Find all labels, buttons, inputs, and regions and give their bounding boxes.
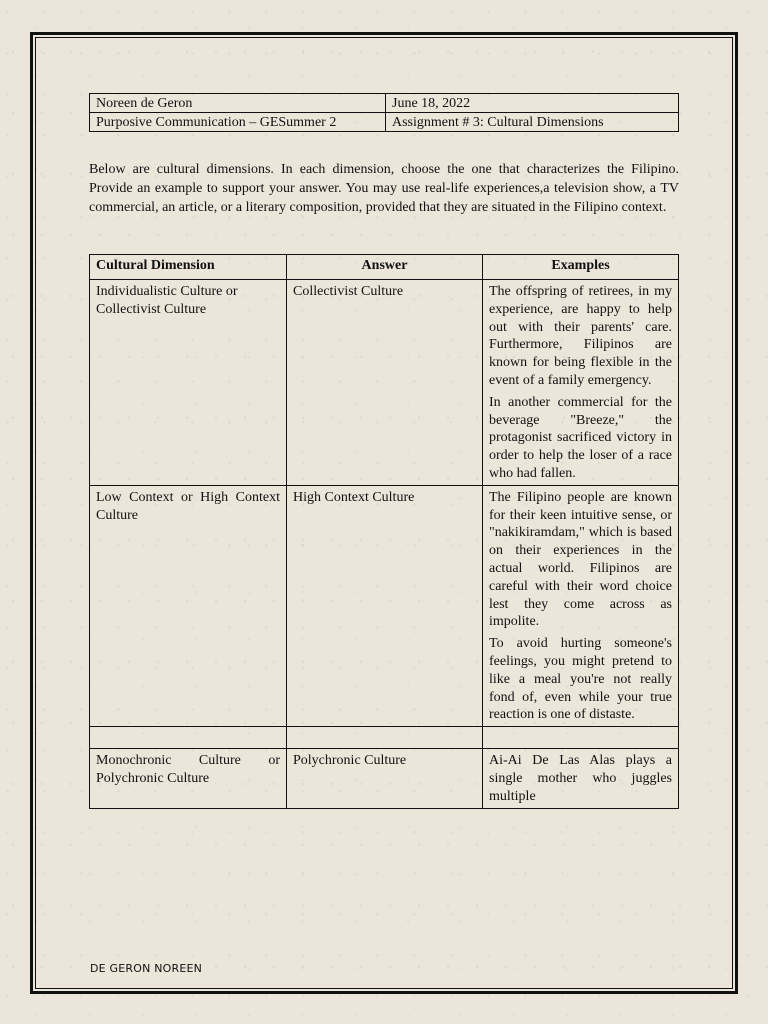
- examples-cell: [483, 727, 679, 749]
- column-header-answer: Answer: [287, 255, 483, 280]
- dimension-cell: Individualistic Culture or Collectivist Culture: [90, 280, 287, 486]
- examples-cell: [483, 280, 679, 486]
- dimension-cell: Monochronic Culture or Polychronic Culture: [90, 749, 287, 808]
- column-header-examples: Examples: [483, 255, 679, 280]
- table-row-empty: [90, 727, 679, 749]
- course-name: Purposive Communication – GESummer 2: [90, 113, 386, 132]
- examples-cell: [483, 485, 679, 726]
- example-paragraph: To avoid hurting someone's feelings, you might pretend to like a meal you're not really fond of, even while your true reaction is one of distaste.: [489, 636, 672, 723]
- student-name: Noreen de Geron: [90, 94, 386, 113]
- assignment-title: Assignment # 3: Cultural Dimensions: [386, 113, 679, 132]
- table-row: [90, 749, 679, 808]
- answer-cell: [287, 727, 483, 749]
- example-paragraph: In another commercial for the beverage "Breeze," the protagonist sacrificed victory in order to help the loser of a race who had fallen.: [489, 394, 672, 481]
- cultural-dimensions-table: [89, 254, 679, 809]
- answer-cell: High Context Culture: [287, 485, 483, 726]
- dimension-cell: [90, 727, 287, 749]
- example-paragraph: Ai-Ai De Las Alas plays a single mother who juggles multiple: [489, 753, 672, 804]
- submission-date: June 18, 2022: [386, 94, 679, 113]
- answer-cell: Polychronic Culture: [287, 749, 483, 808]
- table-row: [90, 485, 679, 726]
- table-header-row: [90, 255, 679, 280]
- example-paragraph: The offspring of retirees, in my experience, are happy to help out with their parents' care. Furthermore, Filipinos are known for being flexible in the event of a family emergency.: [489, 284, 672, 388]
- instructions-paragraph: Below are cultural dimensions. In each dimension, choose the one that characterizes the Filipino. Provide an example to support your answer. You may use real-life experiences,a television show, a TV commercial, an article, or a literary composition, provided that they are situated in the Filipino context.: [89, 162, 679, 215]
- examples-cell: [483, 749, 679, 808]
- table-row: [90, 280, 679, 486]
- page-footer: DE GERON NOREEN: [90, 962, 203, 975]
- column-header-dimension: Cultural Dimension: [90, 255, 287, 280]
- answer-cell: Collectivist Culture: [287, 280, 483, 486]
- header-info-table: [89, 93, 679, 132]
- example-paragraph: The Filipino people are known for their keen intuitive sense, or "nakikiramdam," which is based on their experiences in the actual world. Filipinos are careful with their word choice lest they come across as impolite.: [489, 489, 672, 630]
- dimension-cell: Low Context or High Context Culture: [90, 485, 287, 726]
